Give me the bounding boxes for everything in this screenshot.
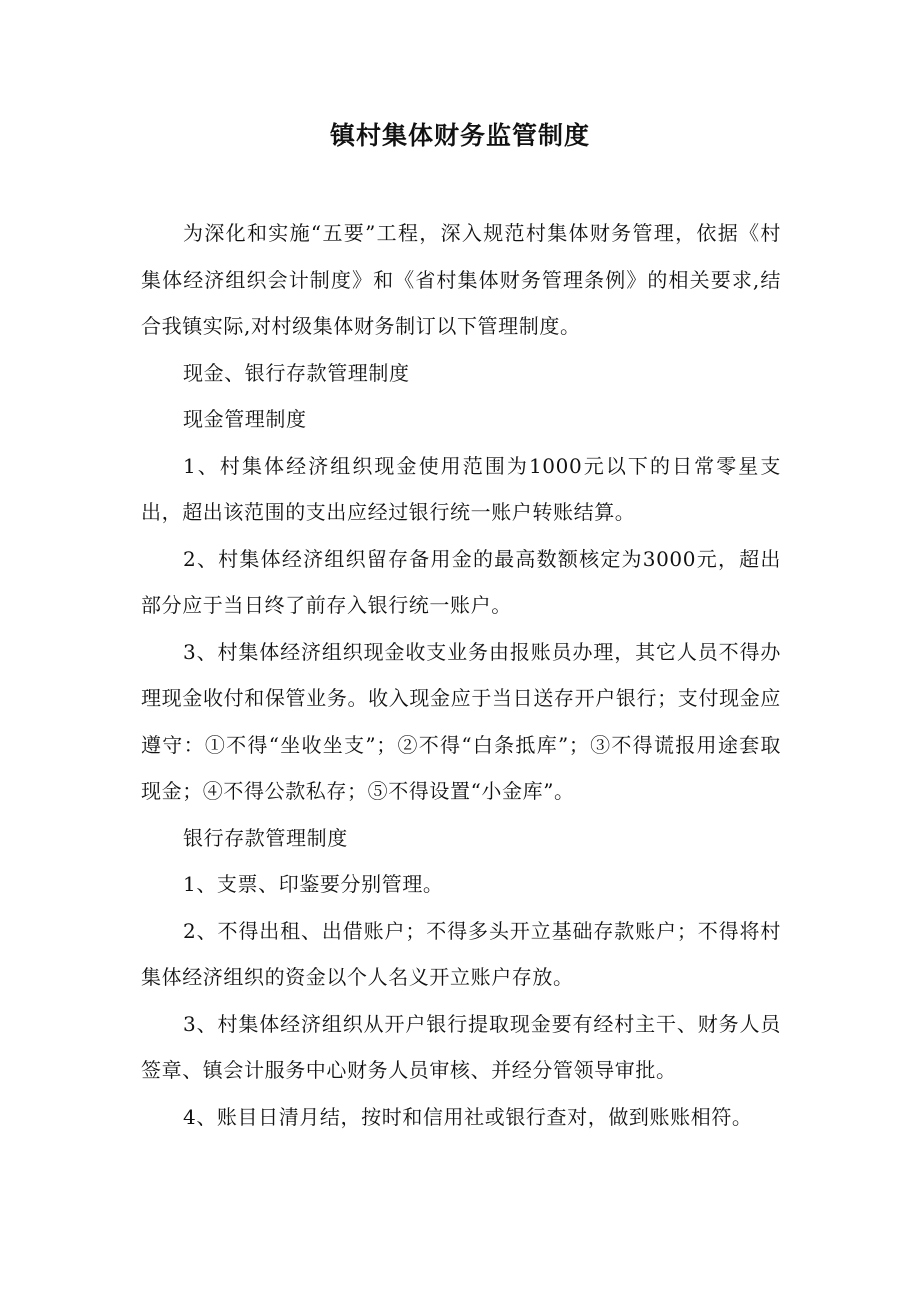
bank-rule-1: 1、支票、印鉴要分别管理。	[183, 872, 444, 896]
intro-paragraph: 为深化和实施“五要”工程，深入规范村集体财务管理，依据《村集体经济组织会计制度》和《省村集体财务管理条例》的相关要求,结合我镇实际,对村级集体财务制订以下管理制度。	[141, 221, 781, 338]
document-body	[141, 210, 781, 1140]
document-title: 镇村集体财务监管制度	[329, 121, 590, 150]
section-heading-cash-bank: 现金、银行存款管理制度	[183, 360, 410, 385]
cash-rule-2: 2、村集体经济组织留存备用金的最高数额核定为3000元，超出部分应于当日终了前存入银行统一账户。	[141, 546, 781, 617]
bank-rule-2: 2、不得出租、出借账户；不得多头开立基础存款账户；不得将村集体经济组织的资金以个人名义开立账户存放。	[141, 918, 781, 989]
cash-rule-1: 1、村集体经济组织现金使用范围为1000元以下的日常零星支出，超出该范围的支出应经过银行统一账户转账结算。	[141, 453, 781, 524]
bank-rule-3: 3、村集体经济组织从开户银行提取现金要有经村主干、财务人员签章、镇会计服务中心财务人员审核、并经分管领导审批。	[141, 1011, 781, 1082]
cash-rule-3: 3、村集体经济组织现金收支业务由报账员办理，其它人员不得办理现金收付和保管业务。收入现金应于当日送存开户银行；支付现金应遵守：①不得“坐收坐支”；②不得“白条抵库”；③不得谎报用途套取现金；④不得公款私存；⑤不得设置“小金库”。	[141, 639, 781, 803]
subsection-heading-bank: 银行存款管理制度	[183, 825, 348, 850]
bank-rule-4: 4、账目日清月结，按时和信用社或银行查对，做到账账相符。	[183, 1104, 753, 1129]
subsection-heading-cash: 现金管理制度	[183, 407, 307, 431]
